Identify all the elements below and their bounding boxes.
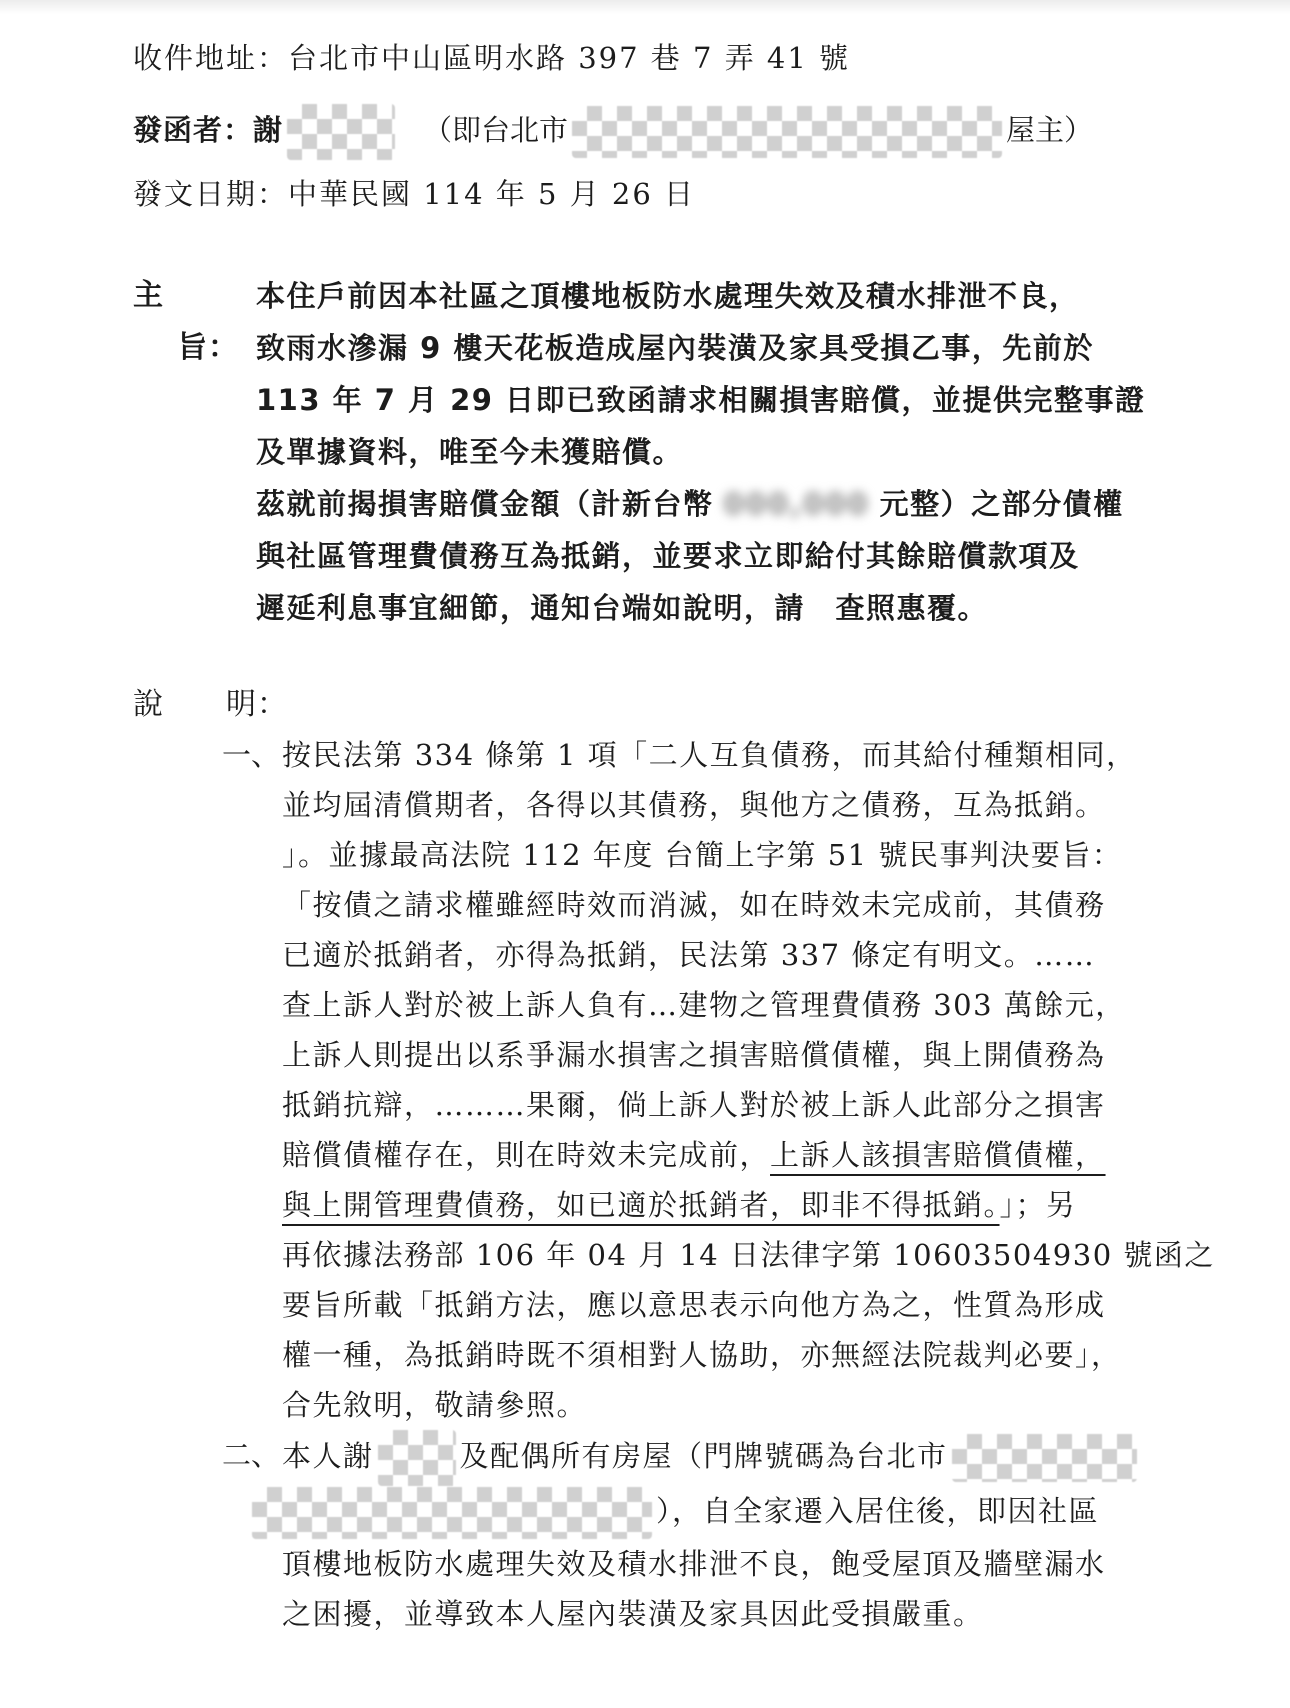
item1-line: 已適於抵銷者，亦得為抵銷，民法第 337 條定有明文。…… [282, 938, 1096, 972]
item1-underline-line-2 [282, 1180, 1215, 1230]
subject-line: 及單據資料，唯至今未獲賠償。 [256, 435, 684, 469]
sender-line [133, 104, 1200, 160]
recipient-address-label: 收件地址： [133, 41, 289, 75]
item2-line1-pre: 本人謝 [282, 1439, 374, 1473]
item1-line: 並均屆清償期者，各得以其債務，與他方之債務，互為抵銷。 [282, 788, 1106, 822]
amount-line-post: 元整）之部分債權 [879, 487, 1124, 521]
subject-label-char1: 主 [133, 278, 164, 313]
item2-line1-post: 及配偶所有房屋（門牌號碼為台北市 [459, 1439, 948, 1473]
underline2-underlined: 與上開管理費債務，如已適於抵銷者，即非不得抵銷。 [282, 1188, 1000, 1222]
sender-label: 發函者： [133, 113, 254, 147]
item1-line: 」。並據最高法院 112 年度 台簡上字第 51 號民事判決要旨： [282, 838, 1123, 872]
item1-line: 查上訴人對於被上訴人負有…建物之管理費債務 303 萬餘元， [282, 988, 1126, 1022]
item1-line: 要旨所載「抵銷方法，應以意思表示向他方為之，性質為形成 [282, 1288, 1106, 1322]
subject-line: 致雨水滲漏 9 樓天花板造成屋內裝潢及家具受損乙事，先前於 [256, 331, 1094, 365]
item1-line: 再依據法務部 106 年 04 月 14 日法律字第 10603504930 號函之 [282, 1238, 1215, 1272]
explanation-item-2 [222, 1430, 1200, 1639]
item2-content [282, 1430, 1200, 1639]
redacted-amount: 000,000 [723, 487, 870, 521]
document-body [133, 22, 1215, 1639]
issue-date-value: 中華民國 114 年 5 月 26 日 [288, 177, 696, 211]
subject-line: 與社區管理費債務互為抵銷，並要求立即給付其餘賠償款項及 [256, 539, 1080, 573]
redaction-mosaic [252, 1487, 652, 1539]
redaction-mosaic [572, 106, 1002, 158]
subject-content [256, 270, 1200, 634]
subject-line: 本住戶前因本社區之頂樓地板防水處理失效及積水排泄不良， [256, 279, 1080, 313]
sender-paren-close: 屋主） [1006, 113, 1094, 147]
recipient-address-value: 台北市中山區明水路 397 巷 7 弄 41 號 [288, 41, 851, 75]
subject-label [133, 270, 256, 634]
subject-line: 遲延利息事宜細節，通知台端如說明，請 查照惠覆。 [256, 591, 989, 625]
item1-underline-line-1 [282, 1130, 1215, 1180]
explanation-item-1 [222, 730, 1215, 1430]
explanation-header [133, 680, 1200, 730]
subject-label-char2: 旨： [177, 330, 239, 365]
redaction-mosaic [287, 104, 395, 160]
subject-amount-line [256, 478, 1200, 530]
underline1-pre: 賠償債權存在，則在時效未完成前， [282, 1138, 771, 1172]
explanation-header-char1: 說 [133, 687, 164, 722]
recipient-address-line [133, 36, 1200, 80]
item2-marker: 二、 [222, 1438, 281, 1472]
subject-line: 113 年 7 月 29 日即已致函請求相關損害賠償，並提供完整事證 [256, 383, 1146, 417]
item1-content [282, 730, 1215, 1430]
item1-line: 「按債之請求權雖經時效而消滅，如在時效未完成前，其債務 [282, 888, 1106, 922]
sender-name-visible: 謝 [253, 113, 284, 147]
underline1-underlined: 上訴人該損害賠償債權， [770, 1138, 1106, 1172]
redaction-mosaic [378, 1430, 456, 1486]
issue-date-line [133, 172, 1200, 216]
item1-marker: 一、 [222, 738, 281, 772]
item2-line: 頂樓地板防水處理失效及積水排泄不良，飽受屋頂及牆壁漏水 [282, 1547, 1106, 1581]
item1-line: 權一種，為抵銷時既不須相對人協助，亦無經法院裁判必要」， [282, 1338, 1122, 1372]
explanation-header-char2: 明： [226, 687, 288, 722]
redaction-mosaic [952, 1434, 1137, 1482]
subject-block [133, 270, 1200, 634]
item2-line-2 [282, 1486, 1200, 1539]
item2-line2-post: ），自全家遷入居住後，即因社區 [656, 1494, 1100, 1528]
item1-line: 按民法第 334 條第 1 項「二人互負債務，而其給付種類相同， [282, 738, 1137, 772]
item1-line: 合先敘明，敬請參照。 [282, 1388, 588, 1422]
underline2-post: 」；另 [999, 1188, 1077, 1222]
item1-line: 上訴人則提出以系爭漏水損害之損害賠償債權，與上開債務為 [282, 1038, 1106, 1072]
item1-line: 抵銷抗辯，………果爾，倘上訴人對於被上訴人此部分之損害 [282, 1088, 1106, 1122]
amount-line-pre: 茲就前揭損害賠償金額（計新台幣 [256, 487, 714, 521]
sender-paren-open: （即台北市 [423, 113, 569, 147]
item2-line-1 [282, 1430, 1200, 1486]
item2-line: 之困擾，並導致本人屋內裝潢及家具因此受損嚴重。 [282, 1597, 984, 1631]
issue-date-label: 發文日期： [133, 177, 289, 211]
